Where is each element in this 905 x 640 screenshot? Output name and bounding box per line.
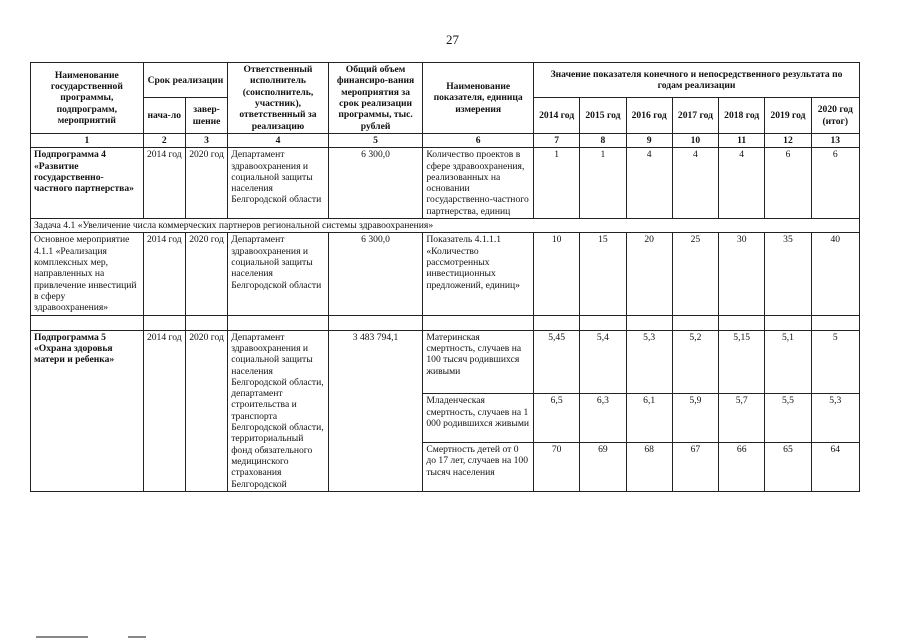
row-value: 4 (626, 148, 672, 219)
column-number-row (31, 133, 860, 147)
header-year: 2019 год (765, 98, 811, 133)
row-start: 2014 год (143, 233, 185, 315)
row-value: 40 (811, 233, 859, 315)
row-value: 65 (765, 443, 811, 492)
row-end: 2020 год (185, 233, 227, 315)
row-value: 4 (719, 148, 765, 219)
column-number: 1 (31, 133, 144, 147)
row-indicator: Материнская смертность, случаев на 100 тысяч родившихся живыми (423, 330, 534, 394)
column-number: 12 (765, 133, 811, 147)
header-name: Наименование государственной программы, подпрограмм, мероприятий (31, 63, 144, 134)
row-value: 5,1 (765, 330, 811, 394)
row-indicator: Смертность детей от 0 до 17 лет, случаев на 100 тысяч населения (423, 443, 534, 492)
row-funding: 6 300,0 (328, 233, 423, 315)
row-value: 20 (626, 233, 672, 315)
row-value: 6,3 (580, 394, 626, 443)
row-value: 35 (765, 233, 811, 315)
header-values-group: Значение показателя конечного и непосредственного результата по годам реализации (534, 63, 860, 98)
row-value: 66 (719, 443, 765, 492)
column-number: 11 (719, 133, 765, 147)
header-indicator: Наименование показателя, единица измерения (423, 63, 534, 134)
header-year: 2016 год (626, 98, 672, 133)
row-value: 67 (672, 443, 718, 492)
header-year: 2018 год (719, 98, 765, 133)
column-number: 7 (534, 133, 580, 147)
table-row-subprogram-4 (31, 148, 860, 219)
row-value: 5,4 (580, 330, 626, 394)
row-executor: Департамент здравоохранения и социальной защиты населения Белгородской области, департамент строительства и транспорта Белгородской области, территориальный фонд обязательного медицинского страхования Белгородской (228, 330, 329, 491)
row-value: 1 (580, 148, 626, 219)
row-value: 5,15 (719, 330, 765, 394)
task-title: Задача 4.1 «Увеличение числа коммерческих партнеров региональной системы здравоохранения» (31, 219, 860, 233)
table-row-task-4-1 (31, 219, 860, 233)
table-row-subprogram-5 (31, 330, 860, 394)
row-value: 6 (811, 148, 859, 219)
column-number: 2 (143, 133, 185, 147)
table-row-measure-4-1-1 (31, 233, 860, 315)
header-period: Срок реализации (143, 63, 228, 98)
row-executor: Департамент здравоохранения и социальной защиты населения Белгородской области (228, 148, 329, 219)
header-year: 2015 год (580, 98, 626, 133)
row-indicator: Младенческая смертность, случаев на 1 000 родившихся живыми (423, 394, 534, 443)
row-start: 2014 год (143, 148, 185, 219)
header-start: нача-ло (143, 98, 185, 133)
row-end: 2020 год (185, 148, 227, 219)
page-edge-mark (128, 636, 146, 638)
column-number: 5 (328, 133, 423, 147)
header-funding: Общий объем финансиро-вания мероприятия за срок реализации программы, тыс. рублей (328, 63, 423, 134)
header-executor: Ответственный исполнитель (соисполнитель, участник), ответственный за реализацию (228, 63, 329, 134)
column-number: 8 (580, 133, 626, 147)
row-value: 5,7 (719, 394, 765, 443)
row-value: 25 (672, 233, 718, 315)
row-indicator: Показатель 4.1.1.1 «Количество рассмотренных инвестиционных предложений, единиц» (423, 233, 534, 315)
row-value: 68 (626, 443, 672, 492)
page-number: 27 (446, 32, 459, 47)
row-name: Подпрограмма 5 «Охрана здоровья матери и ребенка» (31, 330, 144, 491)
row-value: 5 (811, 330, 859, 394)
row-value: 5,45 (534, 330, 580, 394)
row-indicator: Количество проектов в сфере здравоохранения, реализованных на основании государственно-частного партнерства, единиц (423, 148, 534, 219)
column-number: 10 (672, 133, 718, 147)
table-row-spacer (31, 315, 860, 330)
row-name: Подпрограмма 4 «Развитие государственно-частного партнерства» (31, 148, 144, 219)
row-value: 10 (534, 233, 580, 315)
column-number: 13 (811, 133, 859, 147)
header-end: завер-шение (185, 98, 227, 133)
header-year: 2017 год (672, 98, 718, 133)
column-number: 9 (626, 133, 672, 147)
row-value: 5,5 (765, 394, 811, 443)
header-year: 2020 год (итог) (811, 98, 859, 133)
row-value: 15 (580, 233, 626, 315)
row-value: 4 (672, 148, 718, 219)
column-number: 3 (185, 133, 227, 147)
header-row-1 (31, 63, 860, 98)
row-executor: Департамент здравоохранения и социальной защиты населения Белгородской области (228, 233, 329, 315)
program-table (30, 62, 860, 492)
row-name: Основное мероприятие 4.1.1 «Реализация комплексных мер, направленных на привлечение инвестиций в сферу здравоохранения» (31, 233, 144, 315)
row-value: 30 (719, 233, 765, 315)
row-value: 70 (534, 443, 580, 492)
row-value: 5,9 (672, 394, 718, 443)
row-value: 5,3 (811, 394, 859, 443)
row-value: 6,1 (626, 394, 672, 443)
column-number: 4 (228, 133, 329, 147)
page-edge-mark (36, 636, 88, 638)
row-value: 5,2 (672, 330, 718, 394)
row-value: 6 (765, 148, 811, 219)
row-value: 5,3 (626, 330, 672, 394)
row-start: 2014 год (143, 330, 185, 491)
row-value: 69 (580, 443, 626, 492)
column-number: 6 (423, 133, 534, 147)
row-funding: 3 483 794,1 (328, 330, 423, 491)
row-end: 2020 год (185, 330, 227, 491)
row-value: 64 (811, 443, 859, 492)
row-funding: 6 300,0 (328, 148, 423, 219)
header-year: 2014 год (534, 98, 580, 133)
row-value: 6,5 (534, 394, 580, 443)
row-value: 1 (534, 148, 580, 219)
